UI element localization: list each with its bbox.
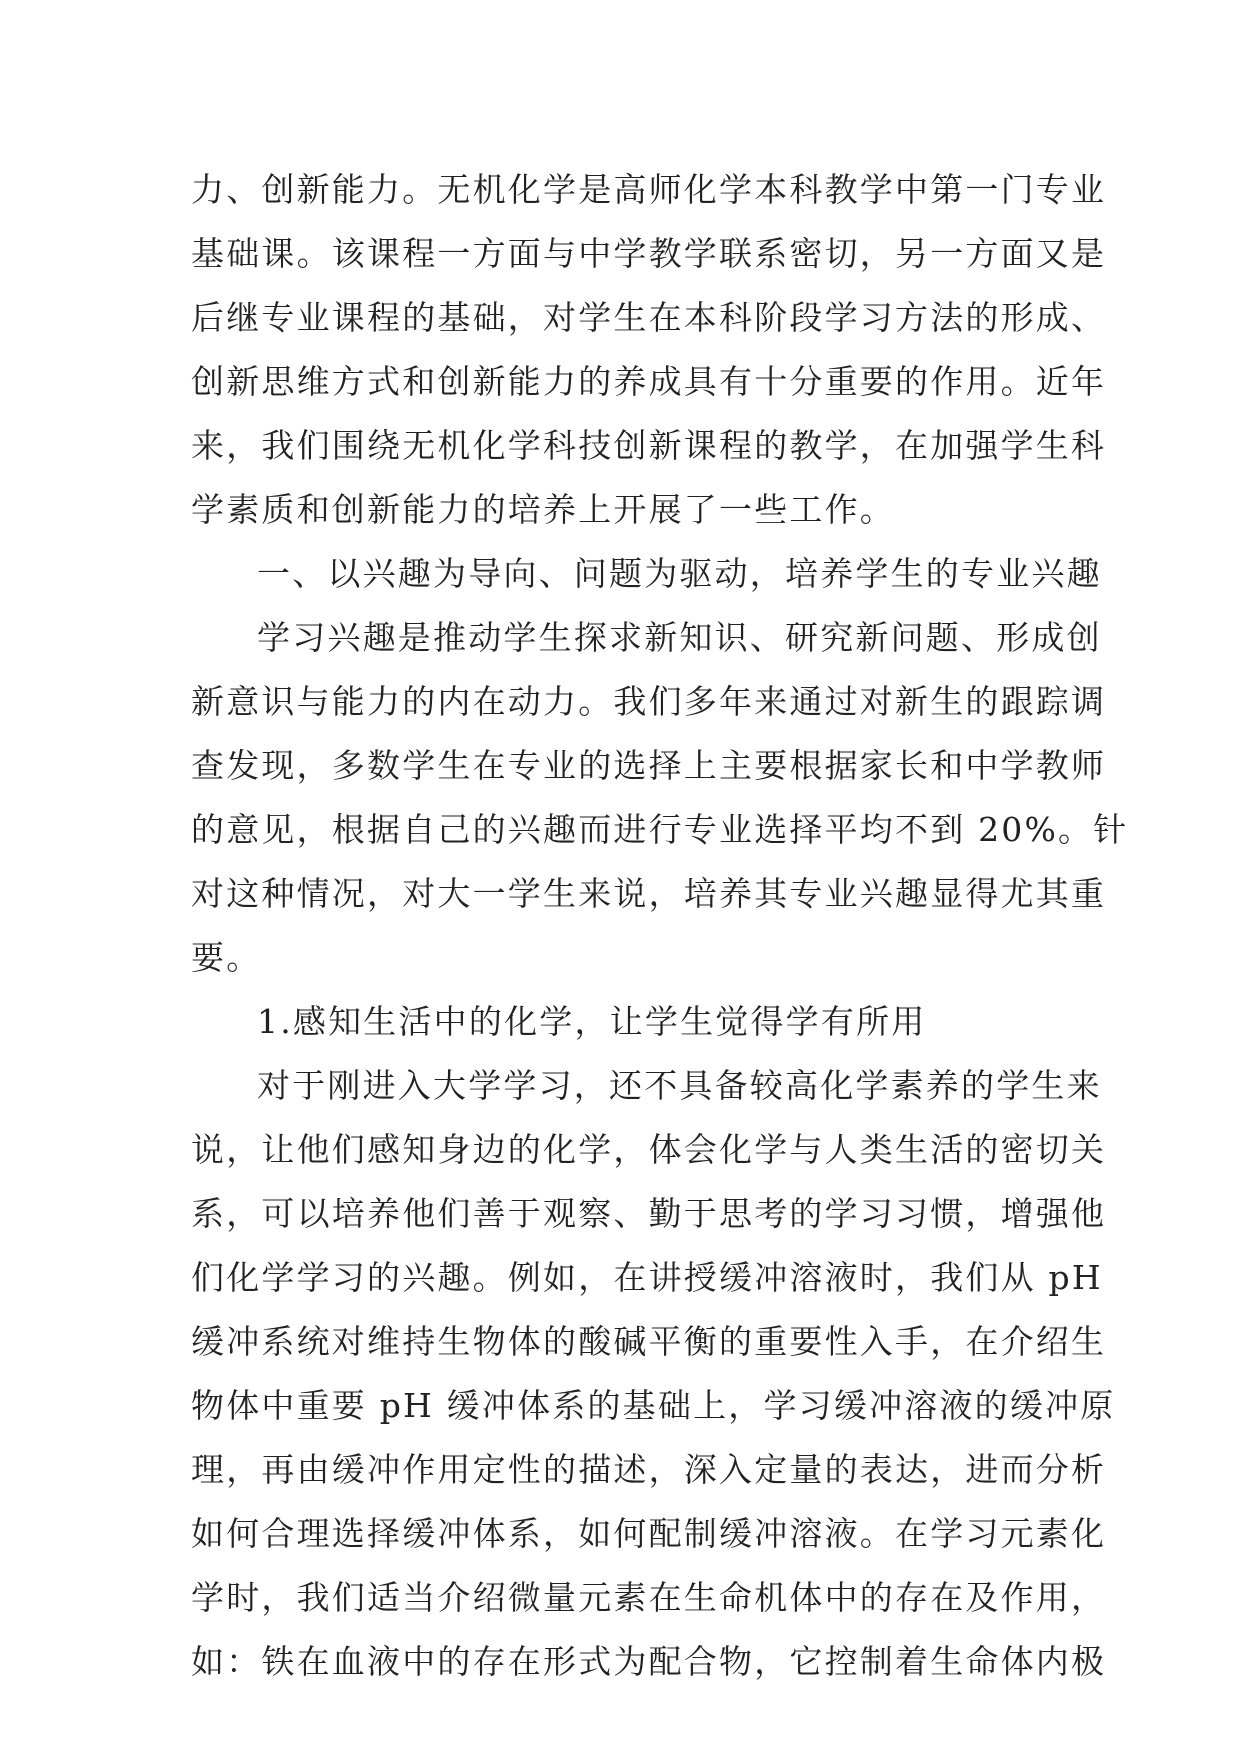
text-line: 如何合理选择缓冲体系，如何配制缓冲溶液。在学习元素化 [191, 1514, 1107, 1553]
section-heading: 一、以兴趣为导向、问题为驱动，培养学生的专业兴趣 [257, 554, 1102, 593]
text-line: 要。 [191, 938, 262, 977]
subsection-heading: 1.感知生活中的化学，让学生觉得学有所用 [257, 1002, 927, 1041]
text-line: 们化学学习的兴趣。例如，在讲授缓冲溶液时，我们从 pH [191, 1258, 1103, 1297]
text-line: 学素质和创新能力的培养上开展了一些工作。 [191, 490, 895, 529]
text-line: 后继专业课程的基础，对学生在本科阶段学习方法的形成、 [191, 298, 1107, 337]
text-line: 创新思维方式和创新能力的养成具有十分重要的作用。近年 [191, 362, 1107, 401]
text-line: 查发现，多数学生在专业的选择上主要根据家长和中学教师 [191, 746, 1107, 785]
text-line: 如：铁在血液中的存在形式为配合物，它控制着生命体内极 [191, 1642, 1107, 1681]
text-line: 的意见，根据自己的兴趣而进行专业选择平均不到 20%。针 [191, 810, 1129, 849]
paragraph-first-line: 学习兴趣是推动学生探求新知识、研究新问题、形成创 [257, 618, 1102, 657]
body-text [191, 158, 1129, 1694]
text-line: 物体中重要 pH 缓冲体系的基础上，学习缓冲溶液的缓冲原 [191, 1386, 1116, 1425]
text-line: 力、创新能力。无机化学是高师化学本科教学中第一门专业 [191, 170, 1107, 209]
text-line: 对这种情况，对大一学生来说，培养其专业兴趣显得尤其重 [191, 874, 1107, 913]
text-line: 系，可以培养他们善于观察、勤于思考的学习习惯，增强他 [191, 1194, 1107, 1233]
text-line: 说，让他们感知身边的化学，体会化学与人类生活的密切关 [191, 1130, 1107, 1169]
text-line: 理，再由缓冲作用定性的描述，深入定量的表达，进而分析 [191, 1450, 1107, 1489]
text-line: 新意识与能力的内在动力。我们多年来通过对新生的跟踪调 [191, 682, 1107, 721]
text-line: 基础课。该课程一方面与中学教学联系密切，另一方面又是 [191, 234, 1107, 273]
text-line: 学时，我们适当介绍微量元素在生命机体中的存在及作用， [191, 1578, 1107, 1617]
text-line: 来，我们围绕无机化学科技创新课程的教学，在加强学生科 [191, 426, 1107, 465]
text-line: 缓冲系统对维持生物体的酸碱平衡的重要性入手，在介绍生 [191, 1322, 1107, 1361]
paragraph-first-line: 对于刚进入大学学习，还不具备较高化学素养的学生来 [257, 1066, 1102, 1105]
